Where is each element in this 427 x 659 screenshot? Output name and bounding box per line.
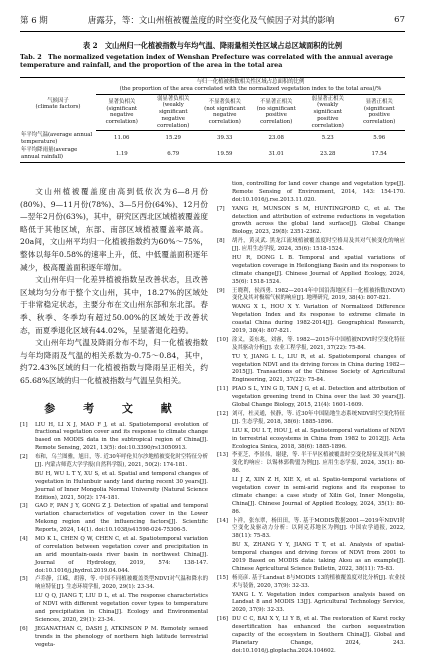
reference-text: GAO F, PAN J Y, GONG Z J. Detection of spatial and temporal variation characteristics of vegetation cover in the Lower Mekong region and the influencing factors[J]. Scientific Reports, 2024, 14(1). doi:10.1038/s41598-024-75306-5.: [35, 503, 208, 534]
reference-text: 王晓利，侯西勇. 1982—2014年中国沿海地区归一化植被指数(NDVI)变化及其对极端气候的响应[J]. 地理研究, 2019, 38(4): 807-821.: [232, 287, 405, 302]
reference-number: [217, 542, 232, 574]
reference-number: [1]: [20, 421, 28, 428]
column-header-zh: 不显著正相关: [260, 98, 293, 105]
page-number: 67: [394, 15, 405, 25]
reference-item: [217, 592, 405, 616]
reference-item: [217, 238, 405, 254]
reference-text: 胡丹，黄灵武. 黑龙江流域植被覆盖度时空格局及其对气候变化的响应[J]. 应用生态学报, 2024, 35(6): 1518-1524.: [232, 238, 405, 253]
column-header-en: (not significant negative correlation): [204, 105, 246, 126]
reference-number: [217, 428, 232, 452]
table-cell: 23.08: [268, 135, 284, 142]
group-header: [96, 78, 405, 95]
reference-text: HU R, DONG L B. Temporal and spatial variations of vegetation coverage in Heilongjiang Basin and its responses to climate change[J]. Chinese Journal of Applied Ecology, 2024, 35(6): 1518-1524.: [232, 255, 405, 285]
reference-item: [217, 181, 405, 205]
correlation-table: [20, 77, 405, 163]
reference-text: JEGANATHAN C, DASH J, ATKINSON P M. Remotely sensed trends in the phenology of northern high latitude terrestrial vegeta-: [35, 625, 208, 648]
reference-text: 刘可，杜灵通，侯静，等. 近30年中国陆地生态系统NDVI时空变化特征[J]. 生态学报, 2018, 38(6): 1885-1896.: [232, 410, 405, 425]
reference-list-left: [20, 422, 208, 650]
right-column: [217, 181, 405, 657]
running-title: 唐露芬，等：文山州植被覆盖度的时空变化及气候因子对其的影响: [87, 16, 335, 26]
column-header-zh: 弱显著正相关: [311, 95, 344, 102]
reference-item: [20, 454, 208, 470]
reference-text: 卜祥，张东翠，杨田田，等. 基于MODIS数据2001—2019年NDVI时空变化及驱动力分析：以阿克苏地区为例[J]. 中国农学通报, 2022, 38(11): 75-83.: [232, 517, 405, 540]
table-cell: 23.28: [302, 146, 354, 162]
column-header-en: (significant negative correlation): [105, 105, 138, 126]
left-column: [20, 186, 208, 650]
stub-header: [20, 78, 96, 131]
reference-number: [2]: [20, 454, 28, 461]
table-cell: 15.29: [165, 135, 181, 142]
reference-item: [217, 288, 405, 304]
reference-number: [217, 255, 232, 287]
reference-item: [217, 542, 405, 574]
table-cell: 19.59: [199, 146, 251, 162]
reference-item: [217, 337, 405, 353]
column-header: [96, 94, 148, 131]
table-cell: 6.79: [148, 146, 200, 162]
reference-text: LIU K, DU L T, HOU J, et al. Spatiotemporal variations of NDVI in terrestrial ecosystems in China from 1982 to 2012[J]. Acta Ecologica Sinica, 2018, 38(6): 1885-1896.: [232, 427, 405, 450]
reference-text: BU H, WU L T Y, XU S, et al. Spatial and temporal changes of vegetation in Hulunbuir sandy land during recent 30 years[J]. Journal of Inner Mongolia Normal University (Natural Science Edition), 2021, 50(2): 174-181.: [35, 470, 208, 501]
column-header: [199, 94, 251, 131]
reference-text: 杨亮彦. 基于Landsat 8与MODIS 13的植被覆盖度对比分析[J]. 农业技术与装备, 2020, 37(9): 32-33.: [232, 574, 405, 589]
table-row: [20, 131, 405, 147]
table-cell: 5.23: [321, 135, 334, 142]
reference-number: [16]: [217, 616, 229, 623]
references-heading: 参 考 文 献: [44, 401, 184, 415]
issue-label: 第 6 期: [20, 16, 48, 26]
group-header-zh: 与归一化植被指数相关性区域占总面积的比例: [196, 79, 305, 85]
reference-number: [12]: [217, 410, 229, 417]
stub-header-en: (climate factors): [35, 104, 81, 111]
reference-number: [7]: [217, 205, 225, 212]
reference-text: LIU H, LI X J, MAO F J, et al. Spatiotemporal evolution of fractional vegetation cover and its response to climate change based on MODIS data in the subtropical region of China[J]. Remote Sensing, 2021, 13(5): doi:10.3390/rs13050913.: [35, 421, 208, 452]
row-label: 年平均降雨量(average annual rainfall): [20, 146, 96, 162]
reference-item: [217, 477, 405, 516]
reference-text: BU X, ZHANG Y Y, JIANG T T, et al. Analysis of spatial-temporal changes and driving forces of NDVI from 2001 to 2019 Based on MODIS data: taking Aksu as an example[J]. Chinese Agricultural Science Bulletin, 2022, 38(11): 75-83.: [232, 542, 405, 572]
reference-item: [217, 411, 405, 427]
reference-number: [217, 354, 232, 386]
reference-number: [10]: [217, 336, 229, 343]
reference-item: [217, 518, 405, 542]
reference-number: [217, 181, 232, 205]
reference-text: LU Q Q, JIANG T, LIU D L, et al. The response characteristics of NDVI with different vegetation cover types to temperature and precipitation in China[J]. Ecology and Environmental Sciences, 2020, 29(1): 23-34.: [35, 593, 208, 623]
reference-item: [20, 536, 208, 575]
reference-text: tion, controlling for land cover change and vegetation type[J]. Remote Sensing of Environment, 2014, 143: 154-170. doi:10.1016/j.rse.2013.11.020.: [232, 181, 405, 203]
table-cell: 39.33: [217, 135, 233, 142]
column-header: [302, 94, 354, 131]
group-header-en: (the proportion of the area correlated with the normalized vegetation index to the total area)/%: [119, 85, 382, 92]
reference-item: [217, 386, 405, 410]
reference-number: [15]: [217, 574, 229, 581]
column-header: [148, 94, 200, 131]
running-header: [20, 13, 405, 32]
column-header-zh: 弱显著负相关: [157, 95, 190, 102]
reference-number: [5]: [20, 576, 28, 583]
table-cell: 17.54: [354, 146, 406, 162]
reference-text: 涂义，姜东兆，刘睿，等. 1982—2015年中国植被NDVI时空变化特征及其驱动分析[J]. 农业工程学报, 2021, 37(22): 75-84.: [232, 336, 405, 351]
reference-text: 卢乔静，江嵘，胡蓉，等. 中国不同植被覆盖类型NDVI对气温和降水的响应特征[J]. 生态环境学报, 2020, 29(1): 23-34.: [35, 576, 208, 591]
reference-text: DU C C, BAI X Y, LI Y B, et al. The restoration of Karst rocky desertification has enhanced the carbon sequestration capacity of the ecosystem in Southern China[J]. Global and Planetary Change, 2024, 243. doi:10.1016/j.gloplacha.2024.104602.: [232, 616, 405, 654]
table-row: [20, 146, 405, 162]
reference-number: [9]: [217, 287, 225, 294]
table-caption-zh: 表 2 文山州归一化植被指数与年均气温、降雨量相关性区域占总区域面积的比例: [82, 41, 343, 50]
column-header-zh: 显著正相关: [365, 98, 393, 105]
reference-text: YANG L Y. Vegetation index comparison analysis based on Landsat 8 and MODIS 13[J]. Agricultural Technology Service, 2020, 37(9): 32-33.: [232, 591, 405, 614]
reference-item: [217, 354, 405, 386]
reference-number: [4]: [20, 535, 28, 542]
reference-number: [217, 477, 232, 516]
reference-number: [217, 304, 232, 336]
reference-text: TU Y, JIANG L L, LIU R, et al. Spatiotemporal changes of vegetation NDVI and its driving forces in China during 1982—2015[J]. Transactions of the Chinese Society of Agricultural Engineering, 2021, 37(22): 75-84.: [232, 353, 405, 384]
body-paragraph: 文山州植被覆盖度由高到低依次为6—8月份(80%)、9—11月份(78%)、3—5月份(64%)、12月份—翌年2月份(63%)，其中，研究区西北区域植被覆盖度略低于其他区域，东部、南部区域植被覆盖率最高。20a间，文山州平均归一化植被指数约为60%～75%，整体以每年0.58%的速率上升，低、中低覆盖面积逐年减少，极高覆盖面积逐年增加。: [20, 187, 208, 272]
table-cell: 31.01: [251, 146, 303, 162]
reference-text: 布和，乌兰图雅，旭日，等. 近30年呼伦贝尔沙地植被变化时空特征分析[J]. 内蒙古师范大学学报(自然科学版), 2021, 50(2): 174-181.: [35, 454, 208, 468]
reference-item: [20, 593, 208, 625]
reference-item: [20, 576, 208, 592]
reference-number: [13]: [217, 452, 229, 459]
reference-number: [20, 471, 35, 503]
reference-item: [217, 255, 405, 287]
reference-list-right: [217, 181, 405, 656]
table-caption-en: Tab. 2 The normalized vegetation index of Wenshan Prefecture was correlated with the annual average temperature and rainfall, and the proportion of the area in the total area: [20, 53, 393, 69]
reference-item: [217, 616, 405, 655]
reference-item: [20, 626, 208, 650]
reference-number: [14]: [217, 517, 229, 524]
reference-item: [217, 575, 405, 591]
column-header-zh: 不显著负相关: [208, 98, 241, 105]
row-label: 年平均气温(average annual temperature): [21, 131, 93, 145]
column-header-en: (significant positive correlation): [363, 105, 396, 126]
reference-item: [20, 422, 208, 454]
reference-text: WANG X L, HOU X Y. Variation of Normalized Difference Vegetation Index and its response to extreme climate in coastal China during 1982-2014[J]. Geographical Research, 2019, 38(4): 807-821.: [232, 304, 405, 335]
reference-text: 李亚芝，李景伟，谢建，等. 半干旱区植被覆盖时空变化特征及其对气候变化的响应：以锡林郭勒盟为例[J]. 应用生态学报, 2024, 35(1): 80-86.: [232, 452, 405, 475]
reference-item: [217, 452, 405, 476]
body-paragraph: 文山州年归一化差异植被指数呈改善状态，且改善区域均匀分布于整个文山州，其中，18.27%的区域处于非常稳定状态，主要分布在文山州东部和东北部。春季、秋季、冬季均有超过50.00%的区域处于改善状态，而夏季退化区域有44.02%，呈显著退化趋势。: [20, 275, 208, 335]
reference-item: [20, 471, 208, 503]
stub-header-zh: 气候因子: [47, 97, 69, 104]
column-header: [354, 94, 406, 131]
column-header-en: (weakly significant positive correlation): [311, 102, 344, 129]
reference-item: [20, 503, 208, 535]
table-cell: 5.96: [373, 135, 386, 142]
column-header-zh: 显著负相关: [108, 98, 136, 105]
column-header-en: (no significant positive correlation): [256, 105, 296, 126]
reference-number: [8]: [217, 238, 225, 245]
reference-text: YANG H, MUNSON S M, HUNTINGFORD C, et al. The detection and attribution of extreme reductions in vegetation growth across the global land surface[J]. Global Change Biology, 2023, 29(8): 2351-2362.: [232, 205, 405, 236]
reference-text: LI J Z, XIN Z H, XIE X, et al. Spatio-temporal variations of vegetation cover in semi-arid regions and its response to climate change: a case study of Xilin Gol, Inner Mongolia, China[J]. Chinese Journal of Applied Ecology, 2024, 35(1): 80-86.: [232, 477, 405, 515]
reference-item: [217, 206, 405, 238]
reference-text: PIAO S L, YIN G D, TAN J G, et al. Detection and attribution of vegetation greening trend in China over the last 30 years[J]. Global Change Biology, 2015, 21(4): 1601-1609.: [232, 386, 405, 409]
table-cell: 1.19: [96, 146, 148, 162]
reference-number: [11]: [217, 386, 229, 393]
reference-number: [6]: [20, 625, 28, 632]
column-header: [251, 94, 303, 131]
reference-number: [20, 593, 35, 625]
reference-item: [217, 428, 405, 452]
reference-item: [217, 304, 405, 336]
reference-number: [217, 592, 232, 616]
reference-number: [3]: [20, 503, 28, 510]
table-cell: 11.06: [114, 135, 130, 142]
column-header-en: (weakly significant negative correlation): [157, 102, 190, 129]
reference-text: MO K L, CHEN Q W, CHEN C, et al. Spatiotemporal variation of correlation between vegetation cover and precipitation in an arid mountain-oasis river basin in northwest China[J]. Journal of Hydrology, 2019, 574: 138-147. doi:10.1016/j.jhydrol.2019.04.044.: [35, 535, 208, 574]
body-paragraph: 文山州年均气温及降雨分布不均，归一化植被指数与年均降雨及气温的相关系数为-0.75～0.84，其中，约72.43%区域的归一化植被指数与降雨呈正相关，约65.68%区域的归一化植被指数与气温呈负相关。: [20, 338, 208, 385]
